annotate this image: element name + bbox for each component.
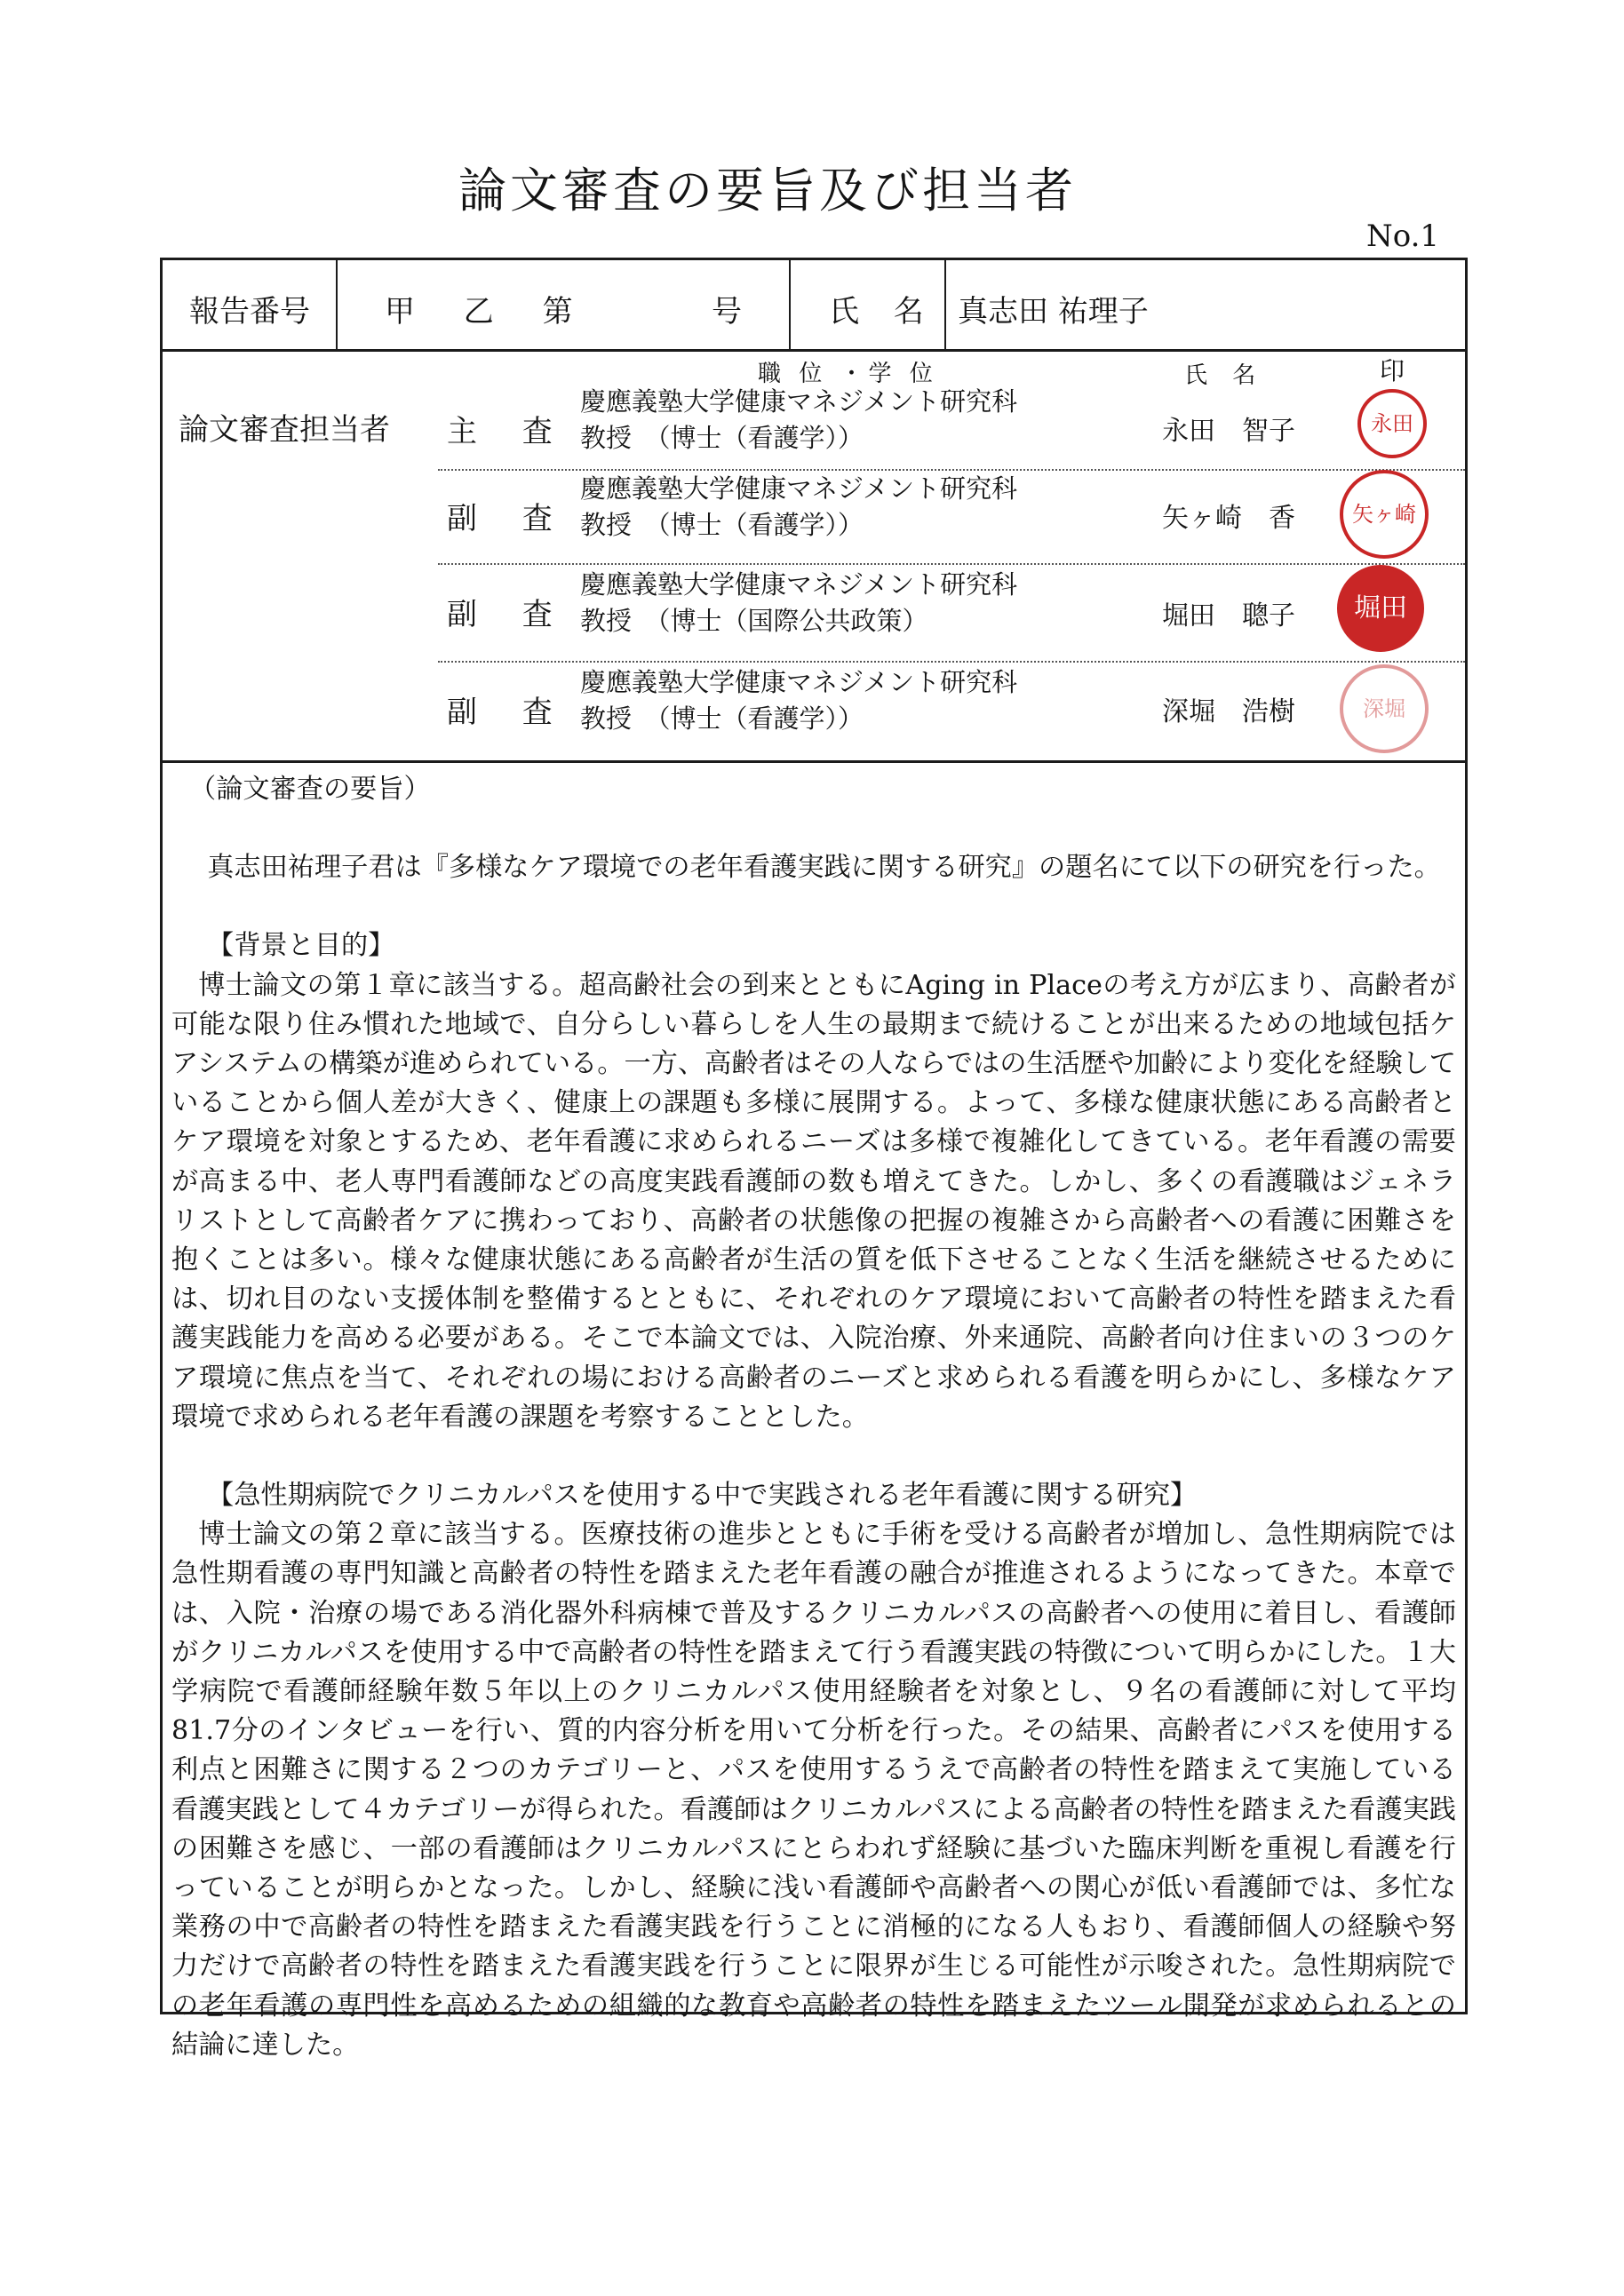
affiliation-line: 慶應義塾大学健康マネジメント研究科: [580, 386, 1018, 417]
report-number-value: 甲 乙 第: [385, 294, 593, 330]
reviewer-role-chief: 主 査: [447, 414, 570, 449]
affiliation-line: 慶應義塾大学健康マネジメント研究科: [580, 667, 1018, 697]
title-line: 教授 （博士（国際公共政策）: [580, 606, 928, 636]
position-header: 職 位 ・学 位: [758, 361, 938, 387]
page-number: No.1: [1366, 218, 1440, 254]
document-title: 論文審査の要旨及び担当者: [458, 163, 1077, 218]
seal-header: 印: [1380, 356, 1405, 385]
summary-body: [171, 770, 1456, 2065]
reviewers-label: 論文審査担当者: [179, 412, 390, 448]
title-line: 教授 （博士（看護学））: [580, 703, 864, 734]
name-header: 氏 名: [1184, 362, 1265, 389]
reviewers-section: [163, 352, 1465, 760]
section-text: 博士論文の第２章に該当する。医療技術の進歩とともに手術を受ける高齢者が増加し、急性期病院では急性期看護の専門知識と高齢者の特性を踏まえた老年看護の融合が推進されるようになってきた。本章では、入院・治療の場である消化器外科病棟で普及するクリニカルパスの高齢者への使用に着目し、看護師がクリニカルパスを使用する中で高齢者の特性を踏まえて行う看護実践の特徴について明らかにした。１大学病院で看護師経験年数５年以上のクリニカルパス使用経験者を対象とし、９名の看護師に対して平均81.7分のインタビューを行い、質的内容分析を用いて分析を行った。その結果、高齢者にパスを使用する利点と困難さに関する２つのカテゴリーと、パスを使用するうえで高齢者の特性を踏まえて実施している看護実践として４カテゴリーが得られた。看護師はクリニカルパスによる高齢者の特性を踏まえた看護実践の困難さを感じ、一部の看護師はクリニカルパスにとらわれず経験に基づいた臨床判断を重視し看護を行っていることが明らかとなった。しかし、経験に浅い看護師や高齢者への関心が低い看護師では、多忙な業務の中で高齢者の特性を踏まえた看護実践を行うことに消極的になる人もおり、看護師個人の経験や努力だけで高齢者の特性を踏まえた看護実践を行うことに限界が生じる可能性が示唆された。急性期病院での老年看護の専門性を高めるための組織的な教育や高齢者の特性を踏まえたツール開発が求められるとの結論に達した。: [171, 1519, 1456, 2061]
reviewer-name: 深堀 浩樹: [1162, 696, 1295, 727]
report-number-suffix: 号: [712, 294, 742, 330]
title-line: 教授 （博士（看護学））: [580, 423, 864, 453]
section-heading: 【急性期病院でクリニカルパスを使用する中で実践される老年看護に関する研究】: [207, 1480, 1198, 1512]
reviewer-role-sub: 副 査: [447, 501, 570, 536]
title-line: 教授 （博士（看護学））: [580, 510, 864, 540]
seal-stamp-icon: 深堀: [1340, 664, 1429, 753]
reviewer-affiliation: [580, 384, 1017, 457]
reviewer-affiliation: [580, 664, 1017, 737]
section-heading: 【背景と目的】: [207, 930, 395, 962]
report-number-label: 報告番号: [189, 294, 310, 330]
name-value: 真志田 祐理子: [958, 294, 1149, 330]
reviewer-name: 堀田 聰子: [1162, 600, 1295, 632]
name-label: 氏 名: [829, 294, 936, 330]
summary-intro: 真志田祐理子君は『多様なケア環境での老年看護実践に関する研究』の題名にて以下の研究を行った。: [207, 852, 1441, 884]
report-row: [163, 260, 1465, 352]
reviewer-name: 矢ヶ崎 香: [1162, 503, 1295, 534]
seal-stamp-icon: 矢ヶ崎: [1340, 470, 1429, 559]
summary-heading: （論文審査の要旨）: [189, 774, 431, 805]
reviewer-affiliation: [580, 567, 1017, 640]
seal-stamp-icon: 堀田: [1337, 565, 1424, 652]
section-text: 博士論文の第１章に該当する。超高齢社会の到来とともにAging in Placeの考え方が広まり、高齢者が可能な限り住み慣れた地域で、自分らしい暮らしを人生の最期まで続けることが出来るための地域包括ケアシステムの構築が進められている。一方、高齢者はその人ならではの生活歴や加齢により変化を経験していることから個人差が大きく、健康上の課題も多様に展開する。よって、多様な健康状態にある高齢者とケア環境を対象とするため、老年看護に求められるニーズは多様で複雑化してきている。老年看護の需要が高まる中、老人専門看護師などの高度実践看護師の数も増えてきた。しかし、多くの看護職はジェネラリストとして高齢者ケアに携わっており、高齢者の状態像の把握の複雑さから高齢者への看護に困難さを抱くことは多い。様々な健康状態にある高齢者が生活の質を低下させることなく生活を継続させるためには、切れ目のない支援体制を整備するとともに、それぞれのケア環境において高齢者の特性を踏まえた看護実践能力を高める必要がある。そこで本論文では、入院治療、外来通院、高齢者向け住まいの３つのケア環境に焦点を当て、それぞれの場における高齢者のニーズと求められる看護を明らかにし、多様なケア環境で求められる老年看護の課題を考察することとした。: [171, 969, 1456, 1433]
review-form: [160, 258, 1468, 2061]
affiliation-line: 慶應義塾大学健康マネジメント研究科: [580, 569, 1018, 600]
seal-stamp-icon: 永田: [1357, 389, 1427, 458]
reviewer-role-sub: 副 査: [447, 695, 570, 730]
reviewer-affiliation: [580, 471, 1017, 544]
reviewer-role-sub: 副 査: [447, 597, 570, 632]
reviewer-name: 永田 智子: [1162, 416, 1295, 447]
affiliation-line: 慶應義塾大学健康マネジメント研究科: [580, 473, 1018, 504]
